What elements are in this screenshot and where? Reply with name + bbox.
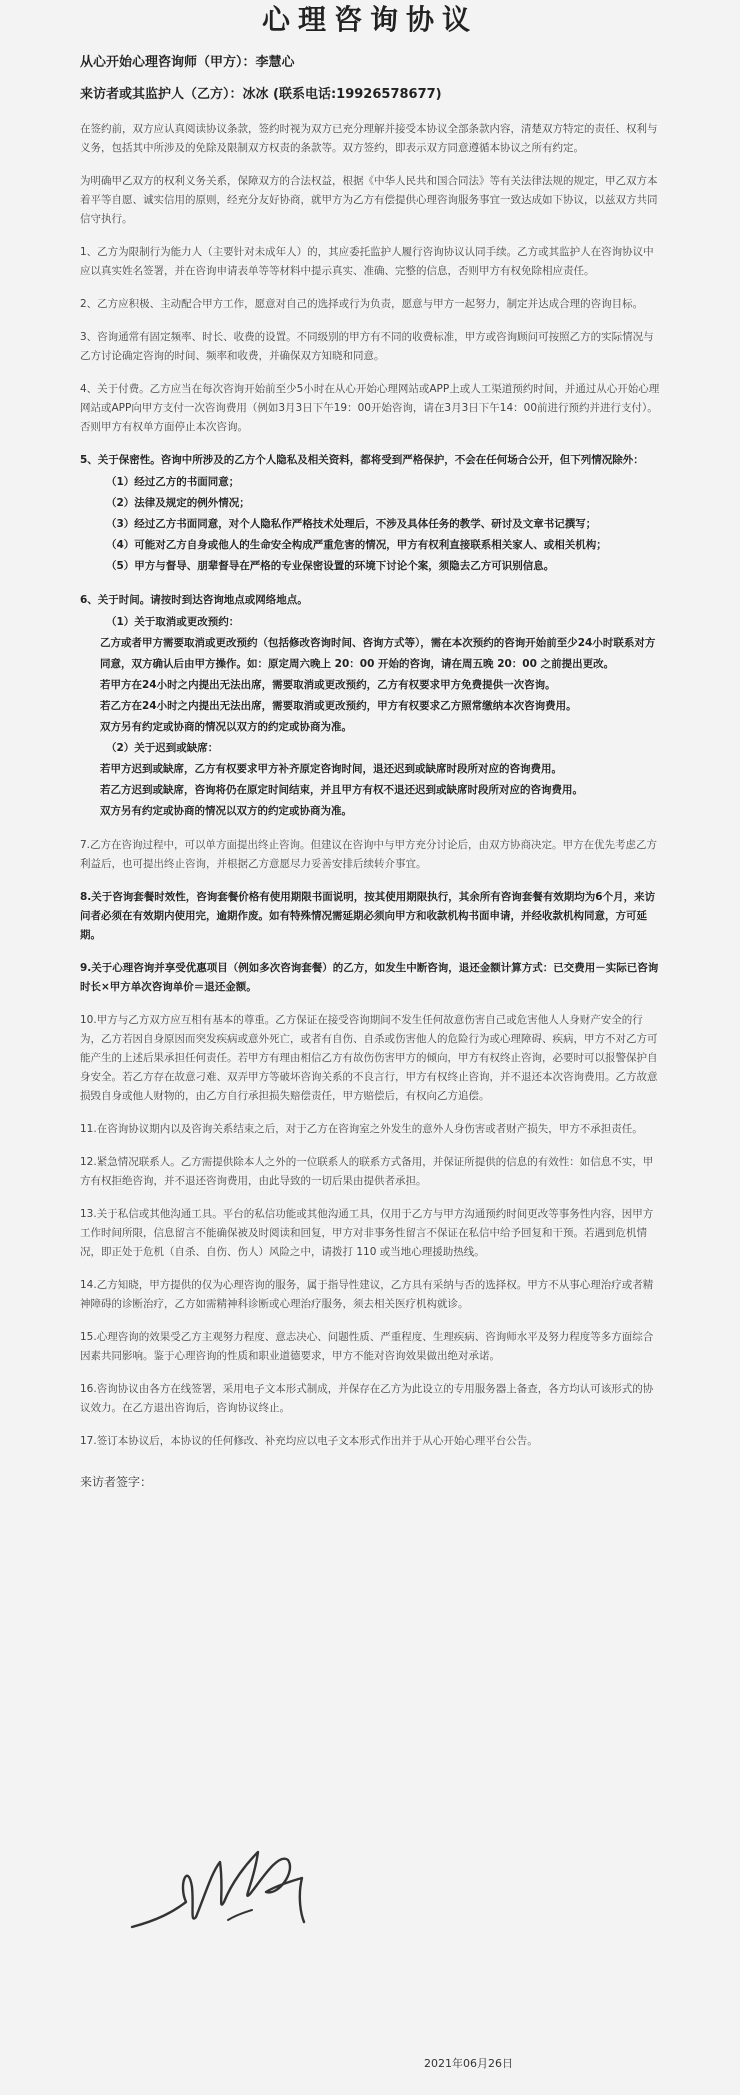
clause-7: 7.乙方在咨询过程中，可以单方面提出终止咨询。但建议在咨询中与甲方充分讨论后，由双方协商决定。甲方在优先考虑乙方利益后，也可提出终止咨询，并根据乙方意愿尽力妥善安排后续转介事宜。 xyxy=(80,839,658,870)
visitor-signature-label: 来访者签字： xyxy=(80,1475,153,1489)
clause-6-subheading-cancel: （1）关于取消或更改预约： xyxy=(106,616,240,628)
clause-6-late-rule-b: 若乙方迟到或缺席，咨询将仍在原定时间结束，并且甲方有权不退还迟到或缺席时段所对应的咨询费用。 xyxy=(100,784,583,796)
handwritten-signature xyxy=(128,1832,328,1942)
sign-date: 2021年06月26日 xyxy=(424,2057,513,2070)
clause-9: 9.关于心理咨询并享受优惠项目（例如多次咨询套餐）的乙方，如发生中断咨询，退还金额计算方式：已交费用－实际已咨询时长×甲方单次咨询单价＝退还金额。 xyxy=(80,962,659,993)
clause-13: 13.关于私信或其他沟通工具。平台的私信功能或其他沟通工具，仅用于乙方与甲方沟通预约时间更改等事务性内容，因甲方工作时间所限，信息留言不能确保被及时阅读和回复，甲方对非事务性留言不保证在私信中给予回复和干预。若遇到危机情况，即正处于危机（自杀、自伤、伤人）风险之中，请拨打 110 或当地心理援助热线。 xyxy=(80,1208,654,1258)
clause-6-late-rule-c: 双方另有约定或协商的情况以双方的约定或协商为准。 xyxy=(100,805,352,817)
list-item: （3）经过乙方书面同意，对个人隐私作严格技术处理后，不涉及具体任务的教学、研讨及文章书记撰写； xyxy=(106,518,597,530)
clause-4: 4、关于付费。乙方应当在每次咨询开始前至少5小时在从心开始心理网站或APP上或人工渠道预约时间，并通过从心开始心理网站或APP向甲方支付一次咨询费用（例如3月3日下午19：00开始咨询，请在3月3日下午14：00前进行预约并进行支付）。否则甲方有权单方面停止本次咨询。 xyxy=(80,383,660,433)
clause-6-cancel-rule-c: 双方另有约定或协商的情况以双方的约定或协商为准。 xyxy=(100,721,352,733)
clause-15: 15.心理咨询的效果受乙方主观努力程度、意志决心、问题性质、严重程度、生理疾病、咨询师水平及努力程度等多方面综合因素共同影响。鉴于心理咨询的性质和职业道德要求，甲方不能对咨询效果做出绝对承诺。 xyxy=(80,1331,654,1362)
list-item: （4）可能对乙方自身或他人的生命安全构成严重危害的情况，甲方有权利直接联系相关家人、或相关机构； xyxy=(106,539,607,551)
confidentiality-exceptions-list xyxy=(80,472,660,577)
party-b-line: 来访者或其监护人（乙方）：冰冰 (联系电话:19926578677) xyxy=(80,87,442,102)
list-item: （1）经过乙方的书面同意； xyxy=(106,476,240,488)
clause-6-cancel-rule-a: 若甲方在24小时之内提出无法出席，需要取消或更改预约，乙方有权要求甲方免费提供一次咨询。 xyxy=(100,679,556,691)
intro-paragraph-2: 为明确甲乙双方的权利义务关系，保障双方的合法权益，根据《中华人民共和国合同法》等有关法律法规的规定，甲乙双方本着平等自愿、诚实信用的原则，经充分友好协商，就甲方为乙方有偿提供心理咨询服务事宜一致达成如下协议，以兹双方共同信守执行。 xyxy=(80,175,658,225)
clause-6-cancel-body: 乙方或者甲方需要取消或更改预约（包括修改咨询时间、咨询方式等），需在本次预约的咨询开始前至少24小时联系对方同意，双方确认后由甲方操作。如：原定周六晚上 20：00 开始的咨询，请在周五晚 20：00 之前提出更改。 xyxy=(100,637,656,670)
clause-5: 5、关于保密性。咨询中所涉及的乙方个人隐私及相关资料，都将受到严格保护，不会在任何场合公开，但下列情况除外： xyxy=(80,454,644,466)
intro-paragraph-1: 在签约前，双方应认真阅读协议条款，签约时视为双方已充分理解并接受本协议全部条款内容，清楚双方特定的责任、权利与义务，包括其中所涉及的免除及限制双方权责的条款等。双方签约，即表示双方同意遵循本协议之所有约定。 xyxy=(80,123,658,154)
clause-6-details xyxy=(80,612,660,822)
clause-6-late-rule-a: 若甲方迟到或缺席，乙方有权要求甲方补齐原定咨询时间，退还迟到或缺席时段所对应的咨询费用。 xyxy=(100,763,562,775)
list-item: （2）法律及规定的例外情况； xyxy=(106,497,250,509)
clause-3: 3、咨询通常有固定频率、时长、收费的设置。不同级别的甲方有不同的收费标准，甲方或咨询顾问可按照乙方的实际情况与乙方讨论确定咨询的时间、频率和收费，并确保双方知晓和同意。 xyxy=(80,331,654,362)
clause-14: 14.乙方知晓，甲方提供的仅为心理咨询的服务，属于指导性建议，乙方具有采纳与否的选择权。甲方不从事心理治疗或者精神障碍的诊断治疗，乙方如需精神科诊断或心理治疗服务，须去相关医疗机构就诊。 xyxy=(80,1279,654,1310)
clause-8: 8.关于咨询套餐时效性，咨询套餐价格有使用期限书面说明，按其使用期限执行，其余所有咨询套餐有效期均为6个月，来访问者必须在有效期内使用完，逾期作废。如有特殊情况需延期必须向甲方和收款机构书面申请，并经收款机构同意，方可延期。 xyxy=(80,891,656,941)
clause-16: 16.咨询协议由各方在线签署，采用电子文本形式制成，并保存在乙方为此设立的专用服务器上备查，各方均认可该形式的协议效力。在乙方退出咨询后，咨询协议终止。 xyxy=(80,1383,654,1414)
clause-11: 11.在咨询协议期内以及咨询关系结束之后，对于乙方在咨询室之外发生的意外人身伤害或者财产损失，甲方不承担责任。 xyxy=(80,1123,643,1135)
list-item: （5）甲方与督导、朋辈督导在严格的专业保密设置的环境下讨论个案，须隐去乙方可识别信息。 xyxy=(106,560,555,572)
party-a-line: 从心开始心理咨询师（甲方）：李慧心 xyxy=(80,55,295,70)
clause-1: 1、乙方为限制行为能力人（主要针对未成年人）的，其应委托监护人履行咨询协议认同手续。乙方或其监护人在咨询协议中应以真实姓名签署，并在咨询申请表单等等材料中提示真实、准确、完整的信息，否则甲方有权免除相应责任。 xyxy=(80,246,654,277)
clause-12: 12.紧急情况联系人。乙方需提供除本人之外的一位联系人的联系方式备用，并保证所提供的信息的有效性：如信息不实，甲方有权拒绝咨询，并不退还咨询费用，由此导致的一切后果由提供者承担。 xyxy=(80,1156,654,1187)
clause-17: 17.签订本协议后，本协议的任何修改、补充均应以电子文本形式作出并于从心开始心理平台公告。 xyxy=(80,1435,538,1447)
clause-6: 6、关于时间。请按时到达咨询地点或网络地点。 xyxy=(80,594,308,606)
page-title: 心理咨询协议 xyxy=(261,3,478,36)
clause-10: 10.甲方与乙方双方应互相有基本的尊重。乙方保证在接受咨询期间不发生任何故意伤害自己或危害他人人身财产安全的行为，乙方若因自身原因而突发疾病或意外死亡，或者有自伤、自杀或伤害他人的危险行为或心理障碍、疾病，甲方不对乙方可能产生的上述后果承担任何责任。若甲方有理由相信乙方有故伤伤害甲方的倾向，甲方有权终止咨询，必要时可以报警保护自身安全。若乙方存在故意刁难、双弄甲方等破坏咨询关系的不良言行，甲方有权终止咨询，并不退还本次咨询费用。乙方故意损毁自身或他人财物的，由乙方自行承担损失赔偿责任，甲方赔偿后，有权向乙方追偿。 xyxy=(80,1014,658,1102)
clause-2: 2、乙方应积极、主动配合甲方工作，愿意对自己的选择或行为负责，愿意与甲方一起努力，制定并达成合理的咨询目标。 xyxy=(80,298,644,310)
clause-6-cancel-rule-b: 若乙方在24小时之内提出无法出席，需要取消或更改预约，甲方有权要求乙方照常缴纳本次咨询费用。 xyxy=(100,700,577,712)
clause-6-subheading-late: （2）关于迟到或缺席： xyxy=(106,742,219,754)
